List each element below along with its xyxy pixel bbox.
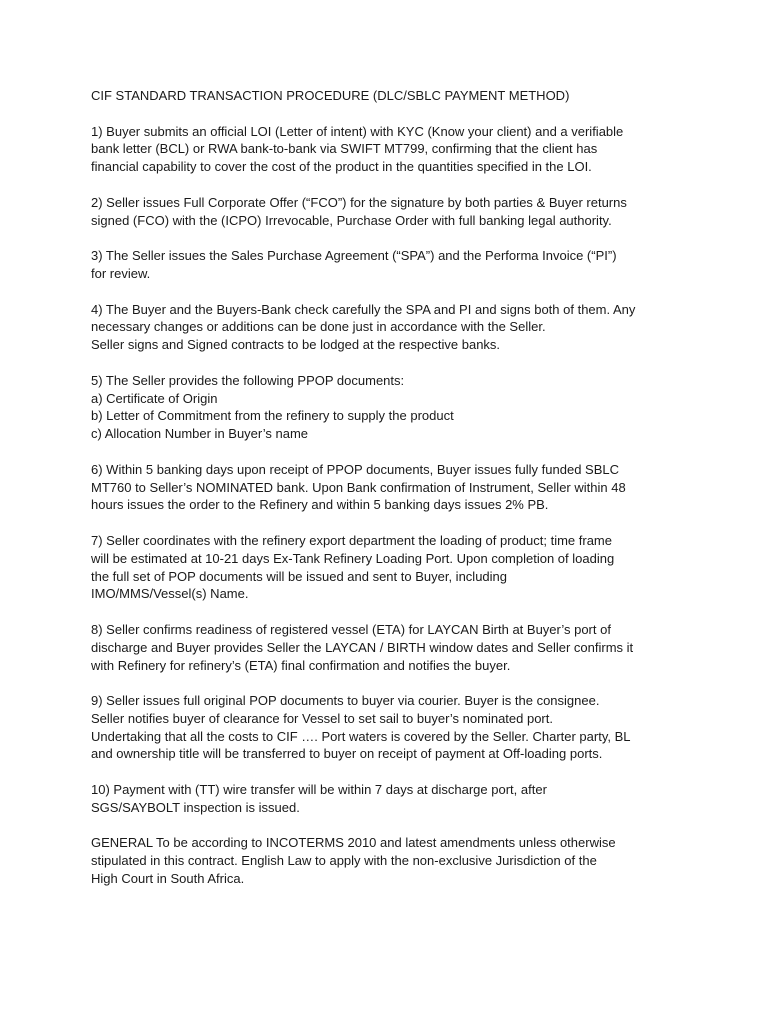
- text-line: 9) Seller issues full original POP documents to buyer via courier. Buyer is the consignee.: [91, 693, 600, 709]
- text-line: signed (FCO) with the (ICPO) Irrevocable, Purchase Order with full banking legal authority.: [91, 212, 612, 228]
- text-line: with Refinery for refinery’s (ETA) final confirmation and notifies the buyer.: [91, 657, 511, 673]
- text-line: GENERAL To be according to INCOTERMS 2010 and latest amendments unless otherwise: [91, 835, 616, 851]
- text-line: for review.: [91, 265, 151, 281]
- text-line: 8) Seller confirms readiness of registered vessel (ETA) for LAYCAN Birth at Buyer’s port of: [91, 621, 611, 637]
- list-item: c) Allocation Number in Buyer’s name: [91, 426, 309, 442]
- text-line: 10) Payment with (TT) wire transfer will be within 7 days at discharge port, after: [91, 782, 547, 798]
- text-line: financial capability to cover the cost of the product in the quantities specified in the LOI.: [91, 159, 592, 175]
- text-line: MT760 to Seller’s NOMINATED bank. Upon Bank confirmation of Instrument, Seller within 48: [91, 479, 626, 495]
- text-line: and ownership title will be transferred to buyer on receipt of payment at Off-loading ports.: [91, 746, 603, 762]
- paragraph-8: [91, 621, 688, 674]
- paragraph-2: [91, 194, 688, 230]
- paragraph-10: [91, 781, 688, 817]
- text-line: Undertaking that all the costs to CIF …. Port waters is covered by the Seller. Charter party, BL: [91, 728, 631, 744]
- text-line: Seller signs and Signed contracts to be lodged at the respective banks.: [91, 337, 501, 353]
- text-line: will be estimated at 10-21 days Ex-Tank Refinery Loading Port. Upon completion of loading: [91, 550, 615, 566]
- text-line: 2) Seller issues Full Corporate Offer (“FCO”) for the signature by both parties & Buyer returns: [91, 194, 627, 210]
- text-line: bank letter (BCL) or RWA bank-to-bank via SWIFT MT799, confirming that the client has: [91, 141, 598, 157]
- paragraph-9: [91, 692, 688, 763]
- paragraph-4: [91, 301, 688, 354]
- paragraph-7: [91, 532, 688, 603]
- paragraph-3: [91, 247, 688, 283]
- text-line: 1) Buyer submits an official LOI (Letter of intent) with KYC (Know your client) and a verifiable: [91, 123, 624, 139]
- text-line: necessary changes or additions can be done just in accordance with the Seller.: [91, 319, 546, 335]
- text-line: Seller notifies buyer of clearance for Vessel to set sail to buyer’s nominated port.: [91, 710, 553, 726]
- text-line: discharge and Buyer provides Seller the LAYCAN / BIRTH window dates and Seller confirms it: [91, 639, 634, 655]
- list-item: a) Certificate of Origin: [91, 390, 218, 406]
- text-line: stipulated in this contract. English Law to apply with the non-exclusive Jurisdiction of the: [91, 853, 597, 869]
- text-line: IMO/MMS/Vessel(s) Name.: [91, 586, 249, 602]
- document-title: CIF STANDARD TRANSACTION PROCEDURE (DLC/SBLC PAYMENT METHOD): [91, 88, 570, 103]
- text-line: 5) The Seller provides the following PPOP documents:: [91, 372, 405, 388]
- paragraph-general: [91, 834, 688, 887]
- text-line: High Court in South Africa.: [91, 871, 245, 887]
- text-line: the full set of POP documents will be issued and sent to Buyer, including: [91, 568, 507, 584]
- paragraph-5: [91, 372, 688, 443]
- paragraph-1: [91, 123, 688, 176]
- paragraph-6: [91, 461, 688, 514]
- text-line: 6) Within 5 banking days upon receipt of PPOP documents, Buyer issues fully funded SBLC: [91, 461, 619, 477]
- text-line: 7) Seller coordinates with the refinery export department the loading of product; time frame: [91, 532, 612, 548]
- text-line: 4) The Buyer and the Buyers-Bank check carefully the SPA and PI and signs both of them. Any: [91, 301, 636, 317]
- list-item: b) Letter of Commitment from the refinery to supply the product: [91, 408, 454, 424]
- text-line: SGS/SAYBOLT inspection is issued.: [91, 799, 300, 815]
- text-line: hours issues the order to the Refinery and within 5 banking days issues 2% PB.: [91, 497, 549, 513]
- text-line: 3) The Seller issues the Sales Purchase Agreement (“SPA”) and the Performa Invoice (“PI”): [91, 248, 617, 264]
